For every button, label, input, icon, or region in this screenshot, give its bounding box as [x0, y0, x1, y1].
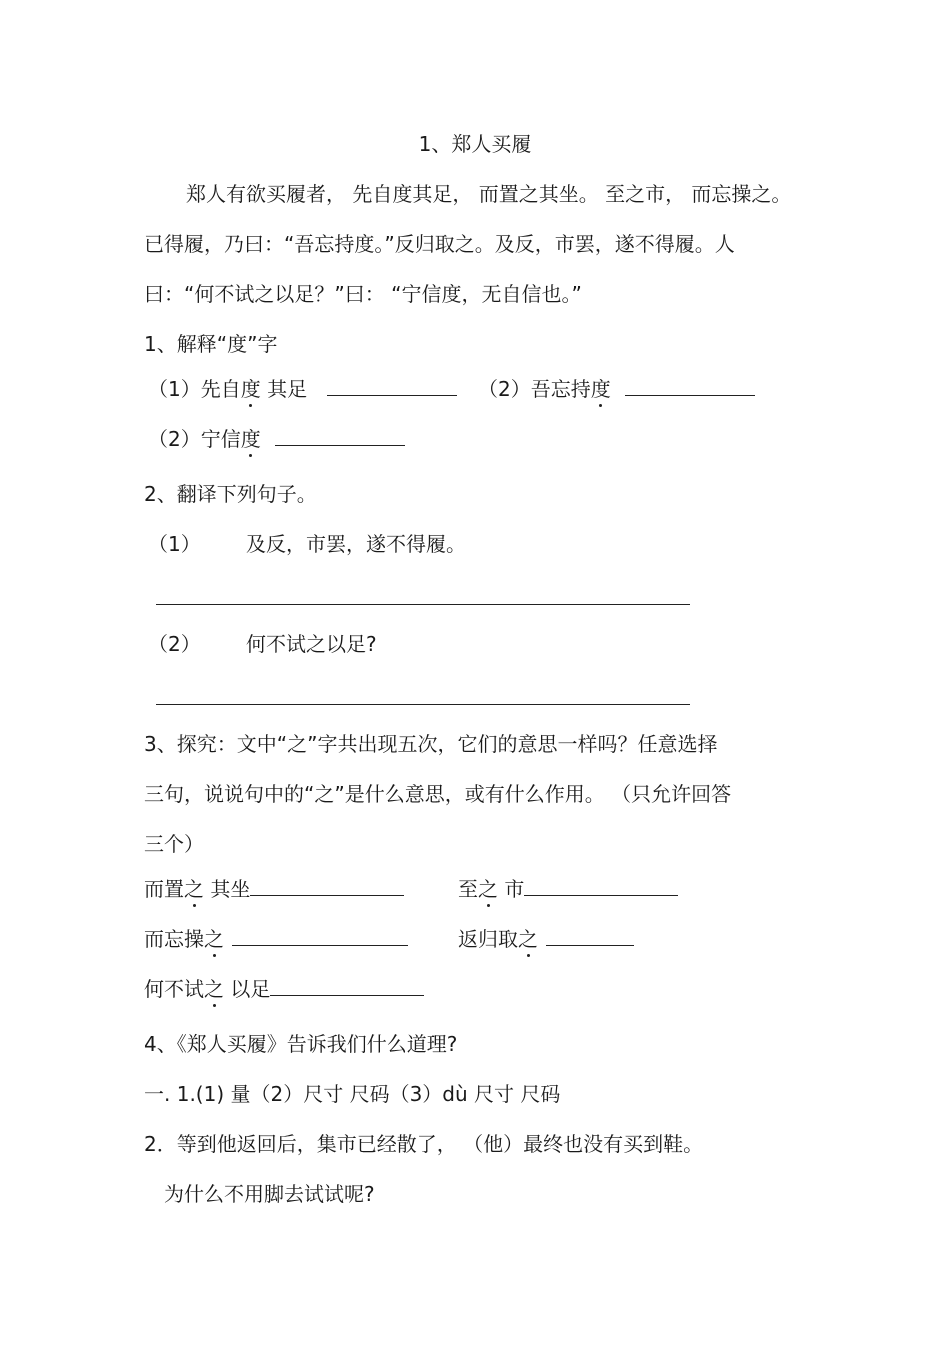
question-3-line-1: 3、探究：文中“之”字共出现五次，它们的意思一样吗？任意选择 [144, 732, 718, 756]
question-3-item-c [144, 925, 408, 953]
page-title: 1、郑人买履 [418, 132, 532, 156]
item-c-dotted-char: 之 [204, 927, 224, 951]
item-e-prefix: 何不试 [144, 977, 204, 1001]
item-2-prefix: （2）吾忘持 [478, 377, 591, 401]
passage-line-1: 郑人有欲买履者， 先自度其足， 而置之其坐。 至之市， 而忘操之。 [186, 182, 792, 206]
answer-line-2: 2．等到他返回后，集市已经散了， （他）最终也没有买到鞋。 [144, 1132, 704, 1156]
sentence-2-text: 何不试之以足? [246, 632, 377, 656]
question-3-item-a [144, 875, 404, 903]
answer-line-3: 为什么不用脚去试试呢? [164, 1182, 375, 1206]
item-b-suffix: 市 [498, 877, 525, 901]
question-3-item-e [144, 975, 424, 1003]
answer-line[interactable] [156, 604, 690, 605]
answer-blank[interactable] [327, 375, 457, 396]
item-1-dotted-char: 度 [240, 377, 261, 401]
item-3-prefix: （2）宁信 [148, 427, 241, 451]
passage-line-3: 曰：“何不试之以足？”曰： “宁信度，无自信也。” [144, 282, 582, 306]
answer-line-1: 一. 1.(1) 量（2）尺寸 尺码（3）dù 尺寸 尺码 [144, 1082, 561, 1106]
item-c-prefix: 而忘操 [144, 927, 204, 951]
item-e-suffix: 以足 [224, 977, 271, 1001]
answer-blank[interactable] [625, 375, 755, 396]
answer-blank[interactable] [524, 875, 678, 896]
question-4-heading: 4、《郑人买履》告诉我们什么道理? [144, 1032, 458, 1056]
item-2-dotted-char: 度 [590, 377, 611, 401]
answer-blank[interactable] [546, 925, 634, 946]
question-1-heading: 1、解释“度”字 [144, 332, 278, 356]
item-d-dotted-char: 之 [518, 927, 538, 951]
question-3-item-d [458, 925, 634, 953]
sentence-1-number: （1） [148, 532, 201, 556]
answer-blank[interactable] [232, 925, 408, 946]
item-d-prefix: 返归取 [458, 927, 518, 951]
item-a-dotted-char: 之 [184, 877, 204, 901]
item-e-dotted-char: 之 [204, 977, 224, 1001]
item-3-dotted-char: 度 [240, 427, 261, 451]
passage-line-2: 已得履，乃曰：“吾忘持度。”反归取之。及反，市罢，遂不得履。人 [144, 232, 735, 256]
item-b-dotted-char: 之 [478, 877, 498, 901]
item-b-prefix: 至 [458, 877, 478, 901]
question-1-item-1 [148, 375, 457, 403]
sentence-2-number: （2） [148, 632, 201, 656]
answer-line[interactable] [156, 704, 690, 705]
question-3-line-3: 三个） [144, 832, 204, 856]
question-1-item-2 [478, 375, 755, 403]
question-3-line-2: 三句，说说句中的“之”是什么意思，或有什么作用。 （只允许回答 [144, 782, 732, 806]
question-3-item-b [458, 875, 678, 903]
question-1-item-3 [148, 425, 405, 453]
answer-blank[interactable] [275, 425, 405, 446]
item-1-suffix: 其足 [260, 377, 308, 401]
item-1-prefix: （1）先自 [148, 377, 241, 401]
item-a-prefix: 而置 [144, 877, 184, 901]
answer-blank[interactable] [270, 975, 424, 996]
item-a-suffix: 其坐 [204, 877, 251, 901]
question-2-heading: 2、翻译下列句子。 [144, 482, 317, 506]
answer-blank[interactable] [250, 875, 404, 896]
sentence-1-text: 及反，市罢，遂不得履。 [246, 532, 466, 556]
